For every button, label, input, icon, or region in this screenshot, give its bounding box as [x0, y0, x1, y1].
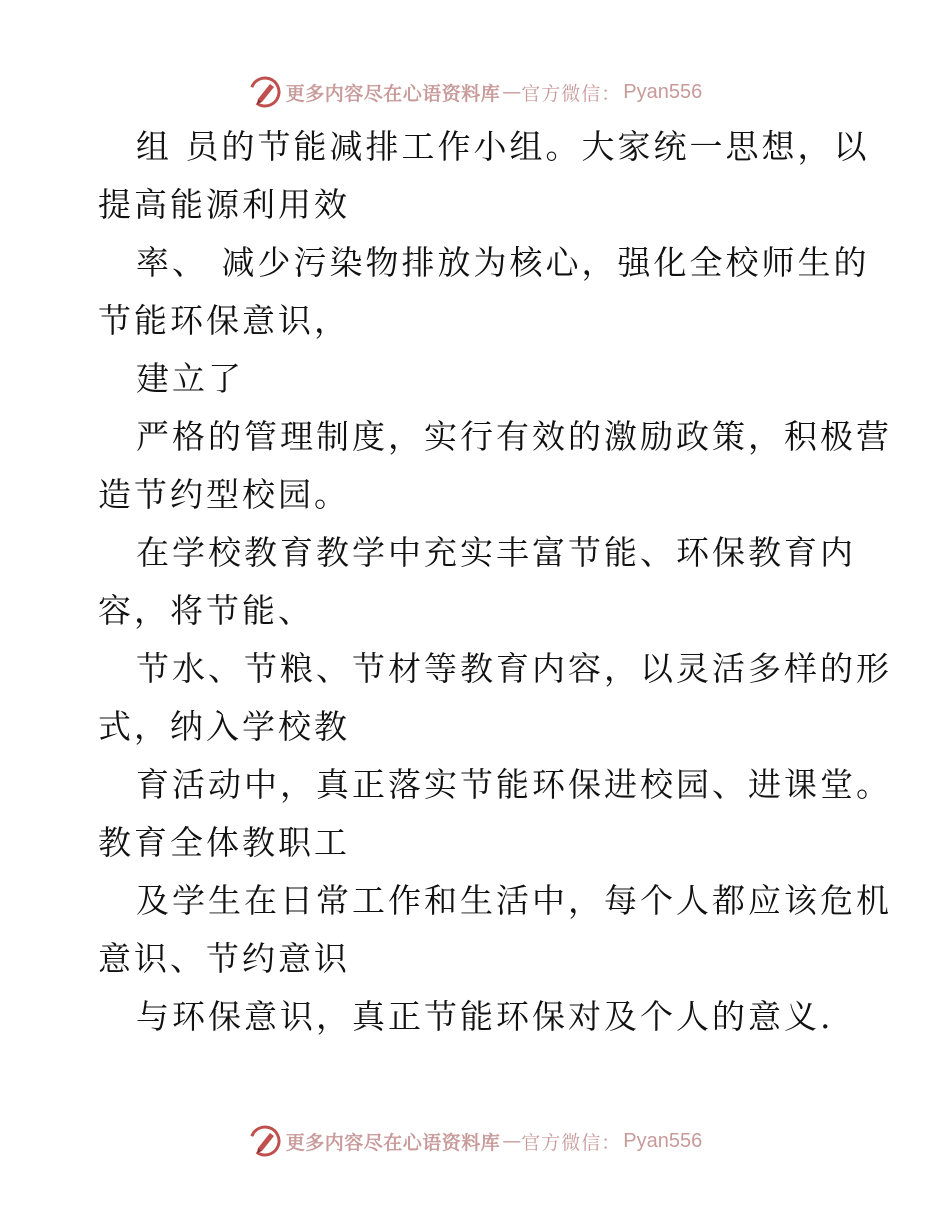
body-line: 教育全体教职工 [98, 823, 350, 862]
footer-watermark [0, 1121, 950, 1161]
header-watermark [0, 72, 950, 112]
watermark-separator: — [502, 1130, 522, 1152]
body-line: 节水、节粮、节材等教育内容，以灵活多样的形 [136, 649, 892, 688]
watermark-official-label: 官方微信： [521, 82, 622, 105]
body-line: 在学校教育教学中充实丰富节能、环保教育内 [136, 533, 856, 572]
body-line: 建立了 [136, 359, 244, 398]
watermark-wechat-id: Pyan556 [623, 80, 703, 103]
body-line: 育活动中，真正落实节能环保进校园、进课堂。 [136, 765, 892, 804]
body-line: 节能环保意识， [98, 301, 350, 340]
body-line: 严格的管理制度，实行有效的激励政策，积极营 [136, 417, 892, 456]
pen-circle-logo-icon [248, 75, 282, 109]
watermark-brand: 更多内容尽在心语资料库 [285, 82, 501, 105]
body-line: 造节约型校园。 [98, 475, 350, 514]
watermark-brand: 更多内容尽在心语资料库 [285, 1131, 501, 1154]
watermark-wechat-id: Pyan556 [623, 1129, 703, 1152]
watermark-separator: — [502, 81, 522, 103]
body-line: 与环保意识，真正节能环保对及个人的意义. [136, 997, 834, 1036]
body-line: 意识、节约意识 [98, 939, 350, 978]
pen-circle-logo-icon [248, 1124, 282, 1158]
watermark-official-label: 官方微信： [521, 1131, 622, 1154]
body-line: 提高能源利用效 [98, 185, 350, 224]
body-line: 组 员的节能减排工作小组。大家统一思想，以 [136, 127, 870, 166]
body-line: 容，将节能、 [98, 591, 314, 630]
body-line: 式，纳入学校教 [98, 707, 350, 746]
body-line: 率、 减少污染物排放为核心，强化全校师生的 [136, 243, 870, 282]
document-body [98, 118, 892, 1046]
body-line: 及学生在日常工作和生活中，每个人都应该危机 [136, 881, 892, 920]
